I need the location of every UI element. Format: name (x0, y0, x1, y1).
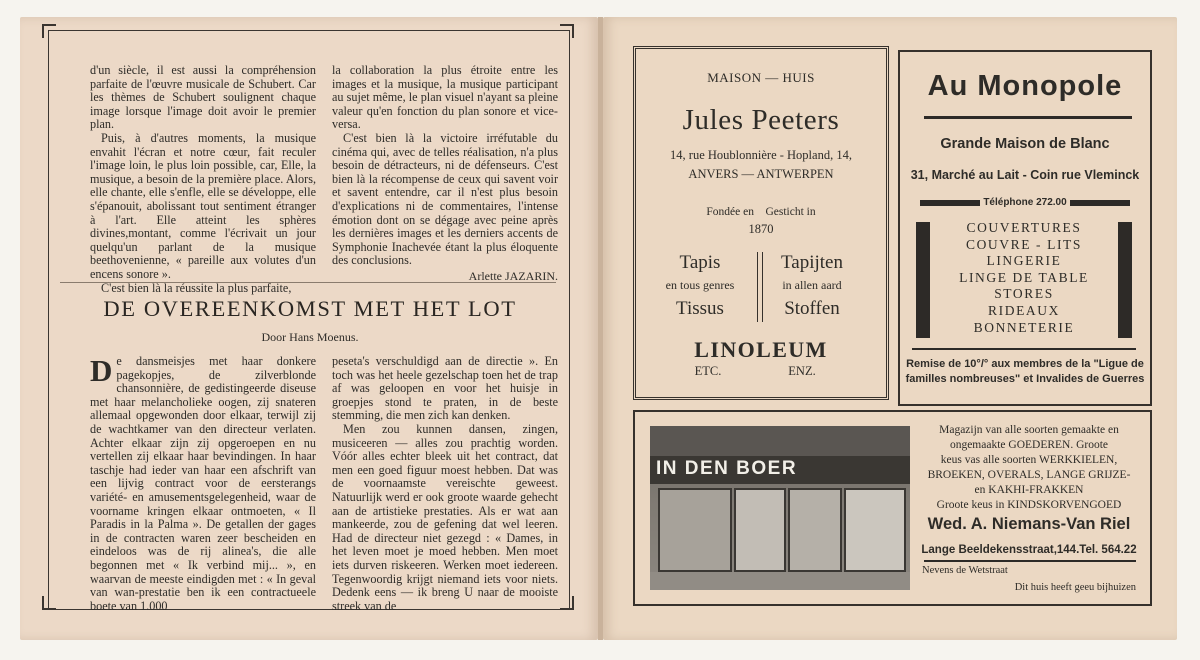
ad-niemans-name: Wed. A. Niemans-Van Riel (927, 515, 1131, 533)
ad-monopole-side-bar-left (916, 222, 930, 338)
frame-corner-ornament (560, 24, 574, 38)
ad-monopole-item: LINGERIE (986, 253, 1062, 269)
ad-monopole-name: Au Monopole (927, 70, 1123, 102)
ad-monopole-item: COUVERTURES (966, 220, 1082, 235)
ad-niemans-rule (924, 560, 1136, 562)
ad-niemans-line6: Groote keus in KINDSKORVENGOED (936, 499, 1122, 511)
frame-corner-ornament (42, 24, 56, 38)
ad-peeters-address: 14, rue Houblonnière - Hopland, 14, (670, 148, 852, 162)
ad-monopole-address: 31, Marché au Lait - Coin rue Vleminck (910, 168, 1140, 182)
paragraph: C'est bien là la réussite la plus parfaite, (101, 280, 292, 295)
frame-corner-ornament (560, 596, 574, 610)
ad-monopole-side-bar-right (1118, 222, 1132, 338)
ad-niemans-line1: Magazijn van alle soorten gemaakte en (939, 424, 1119, 436)
ad-maison-label: MAISON — HUIS (707, 70, 815, 85)
paragraph: Puis, à d'autres moments, la musique envahit l'écran et notre cœur, fait reculer l'image loin, le plus loin possible, car, Elle, la musique, a besoin de la première place. Alors, elle chante, elle s'enfle, elle se développe, elle s'épanouit, abolissant tout sentiment étranger à l'art. Elle atteint les sphères divines,montant, comme l'écrivait un jour quelqu'un parlant de la musique beethovenienne, « pareille aux volutes d'un encens sonore ». (90, 130, 316, 281)
dutch-article-column-2 (332, 355, 558, 613)
storefront-upper-wall (650, 426, 910, 456)
article-byline: Door Hans Moenus. (261, 330, 359, 344)
ad-peeters-tissus: Tissus (676, 298, 724, 319)
paragraph: C'est bien là la victoire irréfutable du cinéma qui, avec de telles réalisation, n'a plus besoin de détracteurs, ni de défenseurs. C'est bien là la récompense de ceux qui savent voir et savent entendre, car il n'est plus besoin d'explications ni de commentaires, l'intense émotion dont on se dégage avec peine après les dernières images et les derniers accents de Symphonie Inachevée étant la plus éloquente des conclusions. (332, 130, 558, 268)
paragraph: peseta's verschuldigd aan de directie ». En toch was het heele gezelschap toen het de trap af was geloopen en voor het huisje in groepjes stond te praten, in de beste stemming, die men zich kan denken. (332, 354, 558, 423)
ad-monopole-item: STORES (994, 286, 1054, 302)
ad-monopole-rule-2 (912, 348, 1136, 350)
paragraph: la collaboration la plus étroite entre les images et la musique, la musique participant au sujet même, le plan visuel n'ayant sa pleine valeur qu'en fonction du plan sonore et vice-versa. (332, 63, 558, 132)
ad-niemans-line4: BROEKEN, OVERALS, LANGE GRIJZE- (927, 469, 1131, 481)
paragraph: d'un siècle, il est aussi la compréhension parfaite de l'œuvre musicale de Schubert. Car les thèmes de Schubert soulignent chaque image lorsque l'image doit avoir le premier plan. (90, 63, 316, 132)
ad-monopole-rule (924, 116, 1132, 119)
ad-peeters-tapijten: Tapijten (781, 252, 843, 273)
storefront-window-1 (658, 488, 732, 572)
ad-peeters-founded: Fondée en Gesticht in (706, 206, 816, 218)
french-article-column-2 (332, 64, 558, 284)
paragraph: Men zou kunnen dansen, zingen, musiceeren — alles zou prachtig worden. Vóór alles echter bleek uit het contract, dat men een goed figuur moest hebben. Dat was de voornaamste vereischte geweest. Natuurlijk werd er ook groote waarde gehecht aan de artistieke prestaties. Als er wat aan mankeerde, zou de gefening dat wel leeren. Had de directeur niet gezegd : « Dames, in het leven moet je moed hebben. Men moet iets durven riskeeren. Werken moet iedereen. Tegenwoordig krijgt niemand iets voor niets. Dedenk eens — ik breng U naar de mooiste streek van de (332, 421, 558, 613)
storefront-photo (650, 426, 910, 590)
paragraph: e dansmeisjes met haar donkere pagekopjes, de zilverblonde chansonnière, de gedistingeerde diseuse met haar melancholieke oogen, zij snateren allemaal opgewonden door elkaar, terwijl zij de wachtkamer van den directeur verlaten. Achter elkaar zijn zij opgeroepen en nu vertellen zij elkaar haar bevindingen. In haar taschje had ieder van haar een afschrift van een lijvig contract voor de eersterangs variété- en amusementsgelegenheid, waar de voorname kringen elkaar ontmoeten, « Il Paradis in la Palma ». De getallen der gages in de contracten waren zeer bescheiden en eindeloos was de rij alinea's, die alle begonnen met « Ik verbind mij... », en waarvan de meeste eindigden met : « In geval van wan-prestatie ben ik een contractueele boete van 1.000 (90, 354, 316, 613)
ad-monopole-remise-1: Remise de 10°/° aux membres de la "Ligue de (906, 358, 1144, 370)
ad-niemans-line5: en KAKHI-FRAKKEN (974, 484, 1084, 496)
ad-peeters-name: Jules Peeters (682, 104, 840, 136)
ad-peeters-stoffen: Stoffen (784, 298, 840, 319)
ad-monopole-item: COUVRE - LITS (965, 236, 1083, 252)
article-signature: Arlette JAZARIN. (468, 268, 558, 283)
storefront-window-2 (734, 488, 786, 572)
ad-monopole-subtitle: Grande Maison de Blanc (940, 136, 1110, 152)
ad-peeters-linoleum: LINOLEUM (694, 337, 828, 362)
ad-niemans-nevens: Nevens de Wetstraat (922, 565, 1008, 576)
article-title: DE OVEREENKOMST MET HET LOT (103, 296, 517, 321)
section-divider (60, 282, 556, 283)
ad-peeters-allen-aard: in allen aard (782, 278, 842, 292)
ad-peeters-enz: ENZ. (788, 364, 816, 378)
ad-peeters-city: ANVERS — ANTWERPEN (688, 167, 834, 181)
dutch-article-column-1 (90, 355, 316, 613)
ad-monopole-item: BONNETERIE (973, 319, 1075, 335)
ad-monopole-phone: Téléphone 272.00 (983, 197, 1067, 208)
ad-monopole-remise-2: familles nombreuses" et Invalides de Guerres (905, 373, 1145, 385)
storefront-sidewalk (650, 572, 910, 590)
ad-peeters-tous-genres: en tous genres (665, 278, 735, 292)
ad-monopole-items (934, 220, 1114, 336)
french-article-column-1 (90, 64, 316, 295)
ad-niemans-address: Lange Beeldekensstraat,144.Tel. 564.22 (921, 544, 1137, 556)
storefront-window-4 (844, 488, 906, 572)
storefront-window-3 (788, 488, 842, 572)
ad-niemans-line2: ongemaakte GOEDEREN. Groote (949, 439, 1109, 451)
drop-cap: D (90, 353, 113, 388)
ad-monopole-item: LINGE DE TABLE (959, 269, 1089, 285)
frame-corner-ornament (42, 596, 56, 610)
storefront-sign-text: IN DEN BOER (656, 458, 798, 479)
ad-niemans-footer: Dit huis heeft geeu bijhuizen (1014, 582, 1136, 593)
ad-monopole-item: RIDEAUX (988, 302, 1060, 318)
ad-peeters-year: 1870 (748, 222, 774, 236)
ad-niemans-line3: keus vas alle soorten WERKKIELEN, (940, 454, 1118, 466)
ad-peeters-etc: ETC. (694, 364, 722, 378)
ad-peeters-tapis: Tapis (679, 252, 721, 273)
